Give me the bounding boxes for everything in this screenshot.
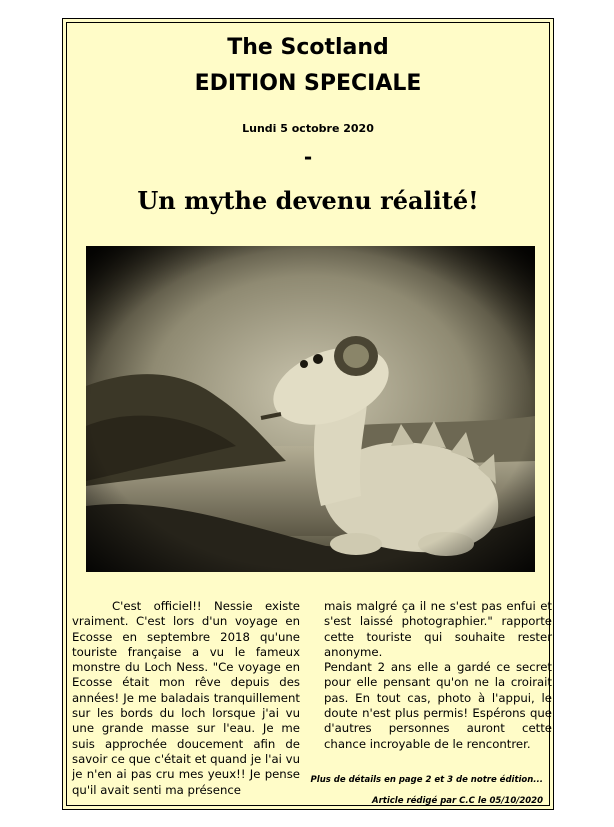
edition-title: EDITION SPECIALE (194, 71, 422, 96)
issue-date: Lundi 5 octobre 2020 (242, 122, 374, 135)
article-text-left: C'est officiel!! Nessie existe vraiment. C'est lors d'un voyage en Ecosse en septembre 2018 qu'une touriste française a vu le fameux monstre du Loch Ness. "Ce voyage en Ecosse était mon rêve depuis des années! Je me baladais tranquillement sur les bords du loch lorsque j'ai vu une grande masse sur l'eau. Je me suis approchée doucement afin de savoir ce que c'était et quand je l'ai vu je n'en ai pas cru mes yeux!! Je pense qu'il avait senti ma présence (72, 599, 300, 797)
separator: - (303, 145, 313, 169)
article-paragraph: mais malgré ça il ne s'est pas enfui et s'est laissé photographier." rapporte cette touriste qui souhaite rester anonyme. (324, 599, 552, 659)
more-details-note: Plus de détails en page 2 et 3 de notre édition... (310, 775, 543, 785)
newspaper-title: The Scotland (227, 35, 389, 60)
page-border (66, 22, 550, 806)
article-byline: Article rédigé par C.C le 05/10/2020 (372, 796, 543, 806)
newspaper-page (62, 18, 554, 810)
article-photo (86, 246, 535, 572)
plush-sea-monster-photo-icon (86, 246, 535, 572)
article-text-right (324, 599, 552, 752)
article-paragraph: Pendant 2 ans elle a gardé ce secret pour elle pensant qu'on ne la croirait pas. En tout cas, photo à l'appui, le doute n'est plus permis! Espérons que d'autres personnes auront cette chance incroyable de le rencontrer. (324, 660, 552, 751)
article-headline: Un mythe devenu réalité! (137, 186, 479, 215)
